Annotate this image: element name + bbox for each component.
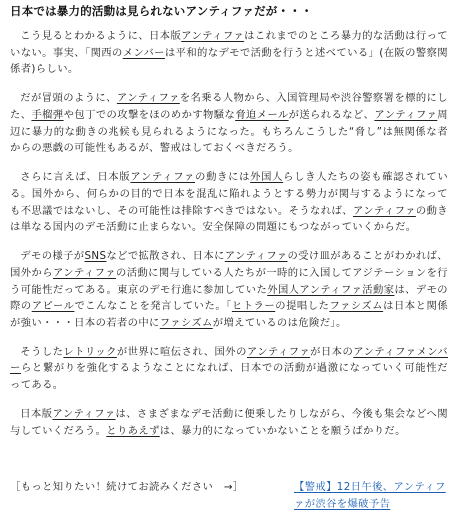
keyword-link[interactable]: 手榴弾	[31, 108, 64, 121]
paragraph	[10, 169, 448, 235]
keyword-link[interactable]: アンティファ	[130, 171, 196, 184]
keyword-link[interactable]: アンティファ	[374, 108, 438, 121]
keyword-link[interactable]: ヒトラー	[231, 300, 276, 313]
paragraph	[10, 406, 448, 439]
paragraph-text: の動きには	[195, 171, 251, 184]
keyword-link[interactable]: アンティファ	[246, 345, 311, 358]
keyword-link[interactable]: アンティファ	[52, 408, 116, 421]
paragraph-text: デモの様子が	[20, 250, 85, 263]
paragraph-text: が送られるなど、	[288, 108, 375, 121]
paragraph-text: の提唱した	[275, 300, 330, 313]
related-article-link[interactable]: 【警戒】12日午後、アンティファが渋谷を爆破予告	[294, 481, 446, 510]
paragraph-text: などで拡散され、日本に	[106, 250, 225, 263]
paragraph	[10, 28, 448, 78]
paragraph-text: の受け皿があることがわかれば、国外から	[10, 250, 448, 279]
keyword-link[interactable]: とりあえず	[106, 424, 160, 437]
keyword-link[interactable]: アンティファ	[224, 250, 288, 263]
section-heading: 日本では暴力的活動は見られないアンティファだが・・・	[10, 4, 313, 18]
paragraph-text: らしき人たちの姿も確認されている。国外から、何らかの目的で日本を混乱に陥れようとする勢力が関与するようになっても不思議ではないし、その可能性は排除すべきではない。そうなれば、	[10, 171, 449, 217]
keyword-link[interactable]: アンティファ	[352, 204, 416, 217]
read-more-label: ［もっと知りたい！続けてお読みください →］	[10, 481, 244, 493]
paragraph-text: さらに言えば、日本版	[20, 171, 131, 184]
paragraph-text: が世界に喧伝され、国外の	[116, 345, 247, 358]
paragraph-text: は、デモの際の	[10, 283, 449, 313]
paragraph-text: は日本と関係が強い・・・日本の若者の中に	[10, 300, 449, 329]
paragraph-text: 周辺に暴力的な動きの兆候も見られるようになった。もちろんこうした“脅し”は無関係な者からの悪戯の可能性もあるが、警戒はしておくべきだろう。	[10, 108, 448, 155]
keyword-link[interactable]: 外国人アンティファ活動家	[267, 283, 395, 296]
paragraph-text: は平和的なデモで活動を行うと述べている」(在阪の警察関係者)らしい。	[10, 46, 448, 76]
read-more-row	[10, 479, 452, 512]
paragraph-text: の活動に関与している人たちが一時的に入国してアジテーションを行う可能性だってある。東京のデモ行進に参加していた	[10, 266, 449, 296]
paragraph	[10, 90, 448, 156]
keyword-link[interactable]: アンティファ	[116, 92, 180, 105]
paragraph-text: でこんなことを発言していた。「	[74, 300, 232, 313]
paragraph-text: を名乗る人物から、入国管理局や渋谷警察署を標的にした、	[10, 92, 448, 121]
keyword-link[interactable]: 外国人	[250, 171, 284, 184]
paragraph-text: は、暴力的になっていかないことを願うばかりだ。	[159, 424, 406, 437]
paragraph	[10, 344, 448, 394]
paragraph-text: や包丁での攻撃をほのめかす物騒な	[63, 108, 236, 121]
paragraph	[10, 248, 448, 331]
paragraph-text: が日本の	[310, 345, 354, 358]
keyword-link[interactable]: アピール	[31, 300, 75, 313]
paragraph-text: 日本版	[20, 408, 53, 421]
paragraph-text: は、さまざまなデモ活動に便乗したりしながら、今後も集会などへ関与していくだろう。	[10, 408, 448, 437]
paragraph-text: そうした	[20, 345, 64, 358]
keyword-link[interactable]: アンティファ	[52, 266, 116, 279]
paragraph-text: が増えているのは危険だ」。	[212, 316, 347, 329]
paragraph-text: はこれまでのところ暴力的な活動は行っていない。事実、「関西の	[10, 30, 448, 59]
paragraph-text: だが冒頭のように、	[20, 92, 117, 105]
keyword-link[interactable]: レトリック	[63, 345, 117, 358]
keyword-link[interactable]: 脅迫メール	[235, 108, 289, 121]
keyword-link[interactable]: SNS	[84, 250, 107, 263]
paragraph-text: の動きは単なる国内のデモ活動に止まらない。安全保障の問題にもつながっていくからだ。	[10, 204, 449, 234]
keyword-link[interactable]: ファシズム	[159, 316, 213, 329]
keyword-link[interactable]: メンバー	[122, 46, 165, 59]
keyword-link[interactable]: ファシズム	[329, 300, 384, 313]
keyword-link[interactable]: アンティファ	[181, 30, 245, 42]
article-body	[10, 28, 448, 439]
paragraph-text: らと繋がりを強化するようなことになれば、日本での活動が過激になっていく可能性だってある。	[10, 362, 448, 392]
keyword-link[interactable]: アンティファメンバー	[10, 345, 448, 375]
paragraph-text: こう見るとわかるように、日本版	[20, 30, 182, 42]
